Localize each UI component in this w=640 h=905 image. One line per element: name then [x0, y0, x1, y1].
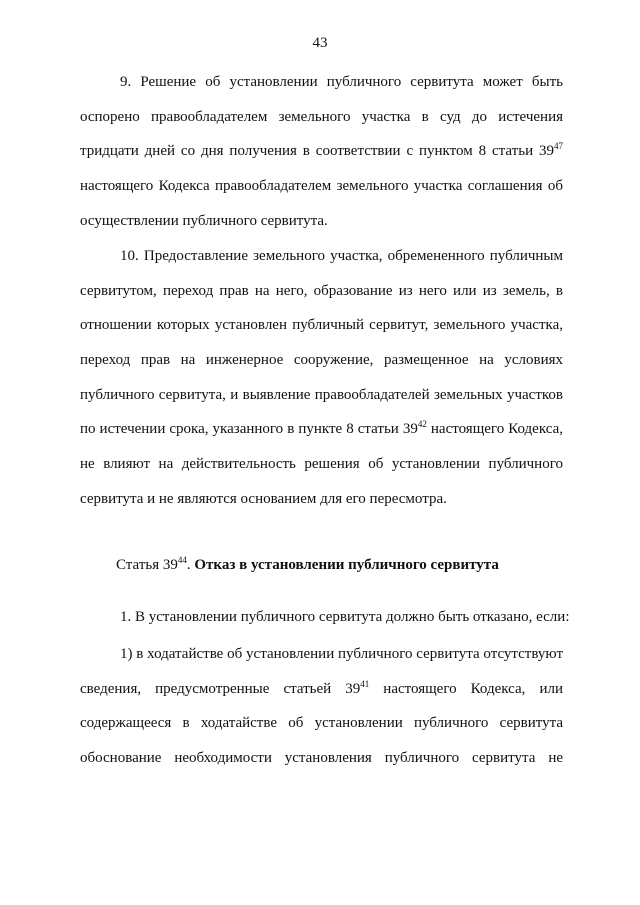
article-prefix: Статья 39	[116, 557, 178, 573]
article-title: Отказ в установлении публичного сервитута	[194, 557, 499, 573]
text-fragment: сведения, предусмотренные статьей 39	[80, 680, 361, 697]
text-line: 10. Предоставление земельного участка, обремененного публичным	[120, 248, 563, 264]
text-line	[80, 141, 563, 176]
text-line: 1. В установлении публичного сервитута должно быть отказано, если:	[120, 609, 570, 625]
superscript: 47	[554, 141, 563, 152]
text-fragment: настоящего Кодекса, или	[369, 680, 563, 697]
text-line: осуществлении публичного сервитута.	[80, 212, 328, 229]
superscript: 42	[417, 419, 427, 430]
text-line: переход прав на инженерное сооружение, размещенное на условиях	[80, 352, 563, 369]
text-line	[80, 679, 563, 714]
article-heading	[116, 557, 499, 574]
text-line: 9. Решение об установлении публичного сервитута может быть	[120, 74, 563, 90]
text-line: сервитута и не являются основанием для его пересмотра.	[80, 490, 447, 507]
text-line: содержащееся в ходатайстве об установлении публичного сервитута	[80, 715, 563, 732]
clause-1	[80, 607, 570, 642]
text-line: отношении которых установлен публичный сервитут, земельного участка,	[80, 317, 563, 334]
paragraph-9	[80, 72, 563, 245]
subclause-1	[80, 644, 563, 783]
text-line: сервитутом, переход прав на него, образование из него или из земель, в	[80, 282, 563, 299]
text-fragment: настоящего Кодекса,	[426, 421, 563, 438]
superscript: 41	[360, 678, 370, 689]
text-line	[80, 419, 563, 454]
text-line: 1) в ходатайстве об установлении публичного сервитута отсутствуют	[120, 646, 563, 662]
text-line: не влияют на действительность решения об установлении публичного	[80, 456, 563, 473]
text-fragment: тридцати дней со дня получения в соответствии с пунктом 8 статьи 39	[80, 143, 554, 160]
paragraph-10	[80, 246, 563, 524]
text-line: публичного сервитута, и выявление правообладателей земельных участков	[80, 386, 563, 403]
text-line: обоснование необходимости установления публичного сервитута не	[80, 750, 563, 767]
page-number: 43	[312, 35, 328, 51]
article-dot: .	[186, 557, 195, 573]
text-line: настоящего Кодекса правообладателем земельного участка соглашения об	[80, 178, 563, 195]
superscript: 44	[177, 555, 187, 565]
text-line: оспорено правообладателем земельного участка в суд до истечения	[80, 108, 563, 125]
text-fragment: по истечении срока, указанного в пункте 8 статьи 39	[80, 421, 418, 438]
